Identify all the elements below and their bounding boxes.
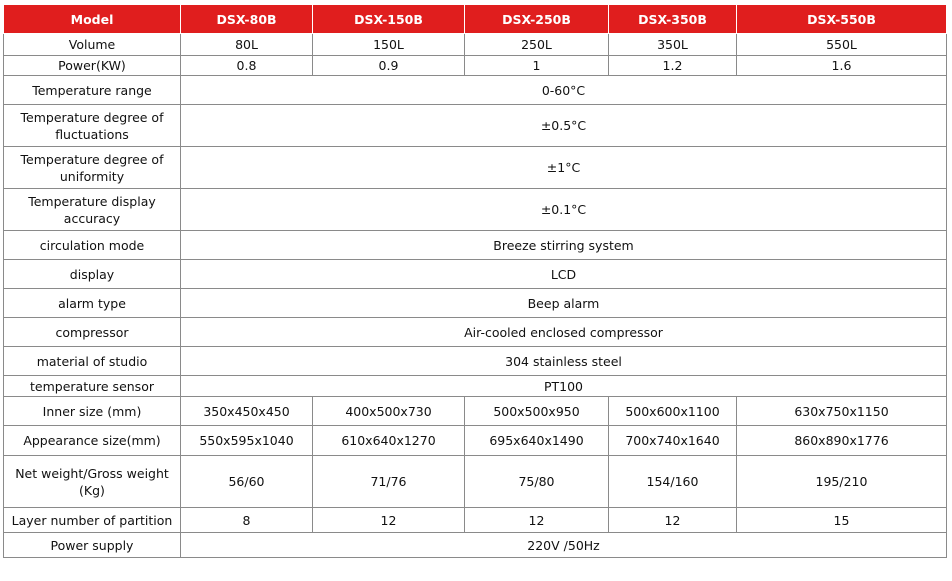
cell-value: 500x500x950 <box>465 397 609 426</box>
row-label: circulation mode <box>4 231 181 260</box>
row-temperature-fluctuation <box>4 105 947 147</box>
cell-value: 12 <box>465 508 609 533</box>
cell-value: 0.8 <box>181 56 313 76</box>
row-inner-size <box>4 397 947 426</box>
cell-value: 1.6 <box>737 56 947 76</box>
cell-value: 350L <box>609 34 737 56</box>
row-label: Temperature degree of uniformity <box>4 147 181 189</box>
cell-value: 1.2 <box>609 56 737 76</box>
row-alarm-type <box>4 289 947 318</box>
row-label: Temperature degree of fluctuations <box>4 105 181 147</box>
header-model-label: Model <box>4 5 181 34</box>
cell-value: PT100 <box>181 376 947 397</box>
cell-value: 150L <box>313 34 465 56</box>
row-temperature-display-accuracy <box>4 189 947 231</box>
row-circulation-mode <box>4 231 947 260</box>
row-label: display <box>4 260 181 289</box>
row-layer-number <box>4 508 947 533</box>
cell-value: 304 stainless steel <box>181 347 947 376</box>
row-weight <box>4 456 947 508</box>
cell-value: 220V /50Hz <box>181 533 947 558</box>
row-label: temperature sensor <box>4 376 181 397</box>
cell-value: LCD <box>181 260 947 289</box>
row-power-supply <box>4 533 947 558</box>
cell-value: 695x640x1490 <box>465 426 609 456</box>
cell-value: 630x750x1150 <box>737 397 947 426</box>
cell-value: 400x500x730 <box>313 397 465 426</box>
row-temperature-range <box>4 76 947 105</box>
cell-value: 154/160 <box>609 456 737 508</box>
cell-value: 860x890x1776 <box>737 426 947 456</box>
cell-value: Breeze stirring system <box>181 231 947 260</box>
cell-value: 8 <box>181 508 313 533</box>
row-label: Temperature range <box>4 76 181 105</box>
row-material <box>4 347 947 376</box>
cell-value: ±0.1°C <box>181 189 947 231</box>
row-label: Layer number of partition <box>4 508 181 533</box>
cell-value: 610x640x1270 <box>313 426 465 456</box>
row-temperature-uniformity <box>4 147 947 189</box>
row-label: material of studio <box>4 347 181 376</box>
spec-table <box>3 4 947 558</box>
cell-value: 71/76 <box>313 456 465 508</box>
cell-value: 15 <box>737 508 947 533</box>
cell-value: 56/60 <box>181 456 313 508</box>
cell-value: ±0.5°C <box>181 105 947 147</box>
row-volume <box>4 34 947 56</box>
cell-value: Beep alarm <box>181 289 947 318</box>
cell-value: 0-60°C <box>181 76 947 105</box>
row-label: Power(KW) <box>4 56 181 76</box>
header-row <box>4 5 947 34</box>
header-model-1: DSX-80B <box>181 5 313 34</box>
cell-value: 500x600x1100 <box>609 397 737 426</box>
cell-value: 350x450x450 <box>181 397 313 426</box>
header-model-2: DSX-150B <box>313 5 465 34</box>
row-label: Volume <box>4 34 181 56</box>
row-temperature-sensor <box>4 376 947 397</box>
cell-value: 195/210 <box>737 456 947 508</box>
row-label: Appearance size(mm) <box>4 426 181 456</box>
row-power <box>4 56 947 76</box>
row-display <box>4 260 947 289</box>
row-label: Inner size (mm) <box>4 397 181 426</box>
cell-value: 0.9 <box>313 56 465 76</box>
row-label: Temperature display accuracy <box>4 189 181 231</box>
cell-value: 1 <box>465 56 609 76</box>
row-appearance-size <box>4 426 947 456</box>
cell-value: 75/80 <box>465 456 609 508</box>
cell-value: 550x595x1040 <box>181 426 313 456</box>
header-model-3: DSX-250B <box>465 5 609 34</box>
cell-value: 700x740x1640 <box>609 426 737 456</box>
row-label: Net weight/Gross weight (Kg) <box>4 456 181 508</box>
header-model-4: DSX-350B <box>609 5 737 34</box>
cell-value: 80L <box>181 34 313 56</box>
row-label: compressor <box>4 318 181 347</box>
row-compressor <box>4 318 947 347</box>
cell-value: 250L <box>465 34 609 56</box>
cell-value: ±1°C <box>181 147 947 189</box>
header-model-5: DSX-550B <box>737 5 947 34</box>
cell-value: 12 <box>313 508 465 533</box>
cell-value: 550L <box>737 34 947 56</box>
cell-value: Air-cooled enclosed compressor <box>181 318 947 347</box>
cell-value: 12 <box>609 508 737 533</box>
row-label: alarm type <box>4 289 181 318</box>
row-label: Power supply <box>4 533 181 558</box>
